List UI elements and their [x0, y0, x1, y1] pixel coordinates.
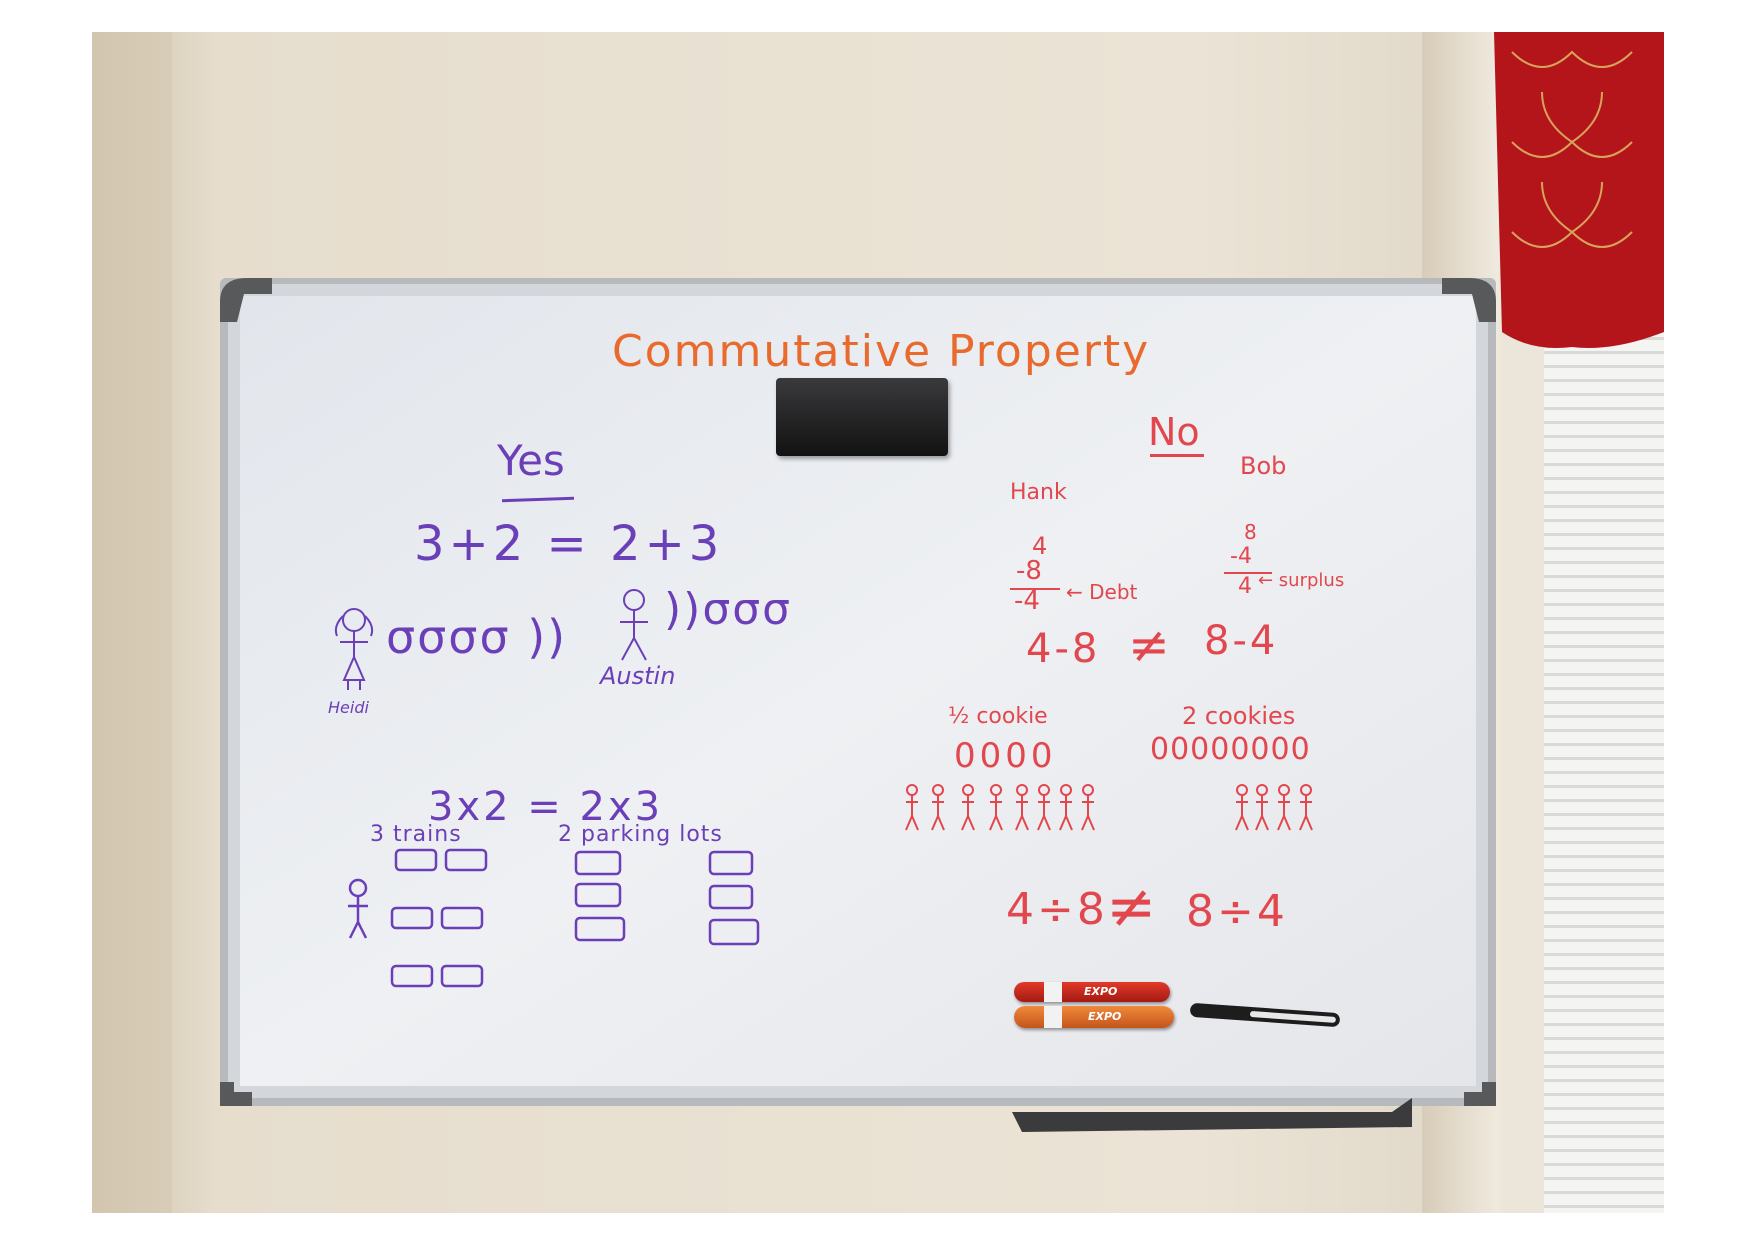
- board-title: Commutative Property: [612, 326, 1151, 377]
- trains-label: 3 trains: [370, 822, 462, 847]
- multiplication-equation: 3x2 = 2x3: [428, 784, 664, 830]
- austin-label: Austin: [600, 662, 676, 690]
- hank-result: -4: [1014, 586, 1040, 616]
- hank-note: ← Debt: [1066, 580, 1138, 604]
- division-right: 8÷4: [1186, 886, 1288, 937]
- red-marker-brand: EXPO: [1084, 985, 1118, 998]
- subtraction-right: 8-4: [1204, 618, 1279, 664]
- division-not-equal: ≠: [1106, 872, 1157, 942]
- heidi-label: Heidi: [328, 698, 369, 717]
- trains-and-parking-drawing: [332, 842, 792, 1012]
- hank-label: Hank: [1010, 480, 1067, 505]
- addition-equation: 3+2 = 2+3: [414, 516, 724, 572]
- parking-lots-label: 2 parking lots: [558, 822, 723, 847]
- subtraction-not-equal: ≠: [1128, 616, 1170, 674]
- wall-background: [92, 32, 1664, 1213]
- whiteboard-photo: [92, 32, 1664, 1213]
- no-underline: [1150, 454, 1204, 457]
- hank-minus: -8: [1016, 556, 1042, 586]
- subtraction-left: 4-8: [1026, 626, 1101, 672]
- two-cookies-circles: 00000000: [1150, 732, 1311, 767]
- orange-expo-marker: [1014, 1006, 1174, 1028]
- austin-stick-figure: [612, 588, 656, 668]
- heidi-stick-figure: [330, 602, 380, 692]
- austin-fruit: ))σσσ: [664, 584, 792, 635]
- hank-top-number: 4: [1032, 532, 1048, 560]
- bob-top-number: 8: [1244, 520, 1257, 544]
- bob-result: 4: [1238, 574, 1252, 599]
- half-cookie-circles: 0000: [954, 736, 1057, 776]
- stick-figures-groups: [898, 782, 1338, 842]
- bob-minus: -4: [1230, 544, 1252, 569]
- division-left: 4÷8: [1006, 884, 1108, 935]
- orange-marker-brand: EXPO: [1088, 1010, 1122, 1023]
- no-heading: No: [1148, 410, 1200, 454]
- heidi-fruit: σσσσ )): [386, 610, 568, 664]
- eraser: [776, 378, 948, 456]
- title-underline-decoration: [92, 32, 102, 42]
- two-cookies-label: 2 cookies: [1182, 702, 1296, 730]
- half-cookie-label: ½ cookie: [948, 704, 1048, 729]
- bob-label: Bob: [1240, 452, 1287, 480]
- yes-heading: Yes: [497, 436, 565, 485]
- bob-note: ← surplus: [1258, 570, 1345, 591]
- red-expo-marker: [1014, 982, 1170, 1002]
